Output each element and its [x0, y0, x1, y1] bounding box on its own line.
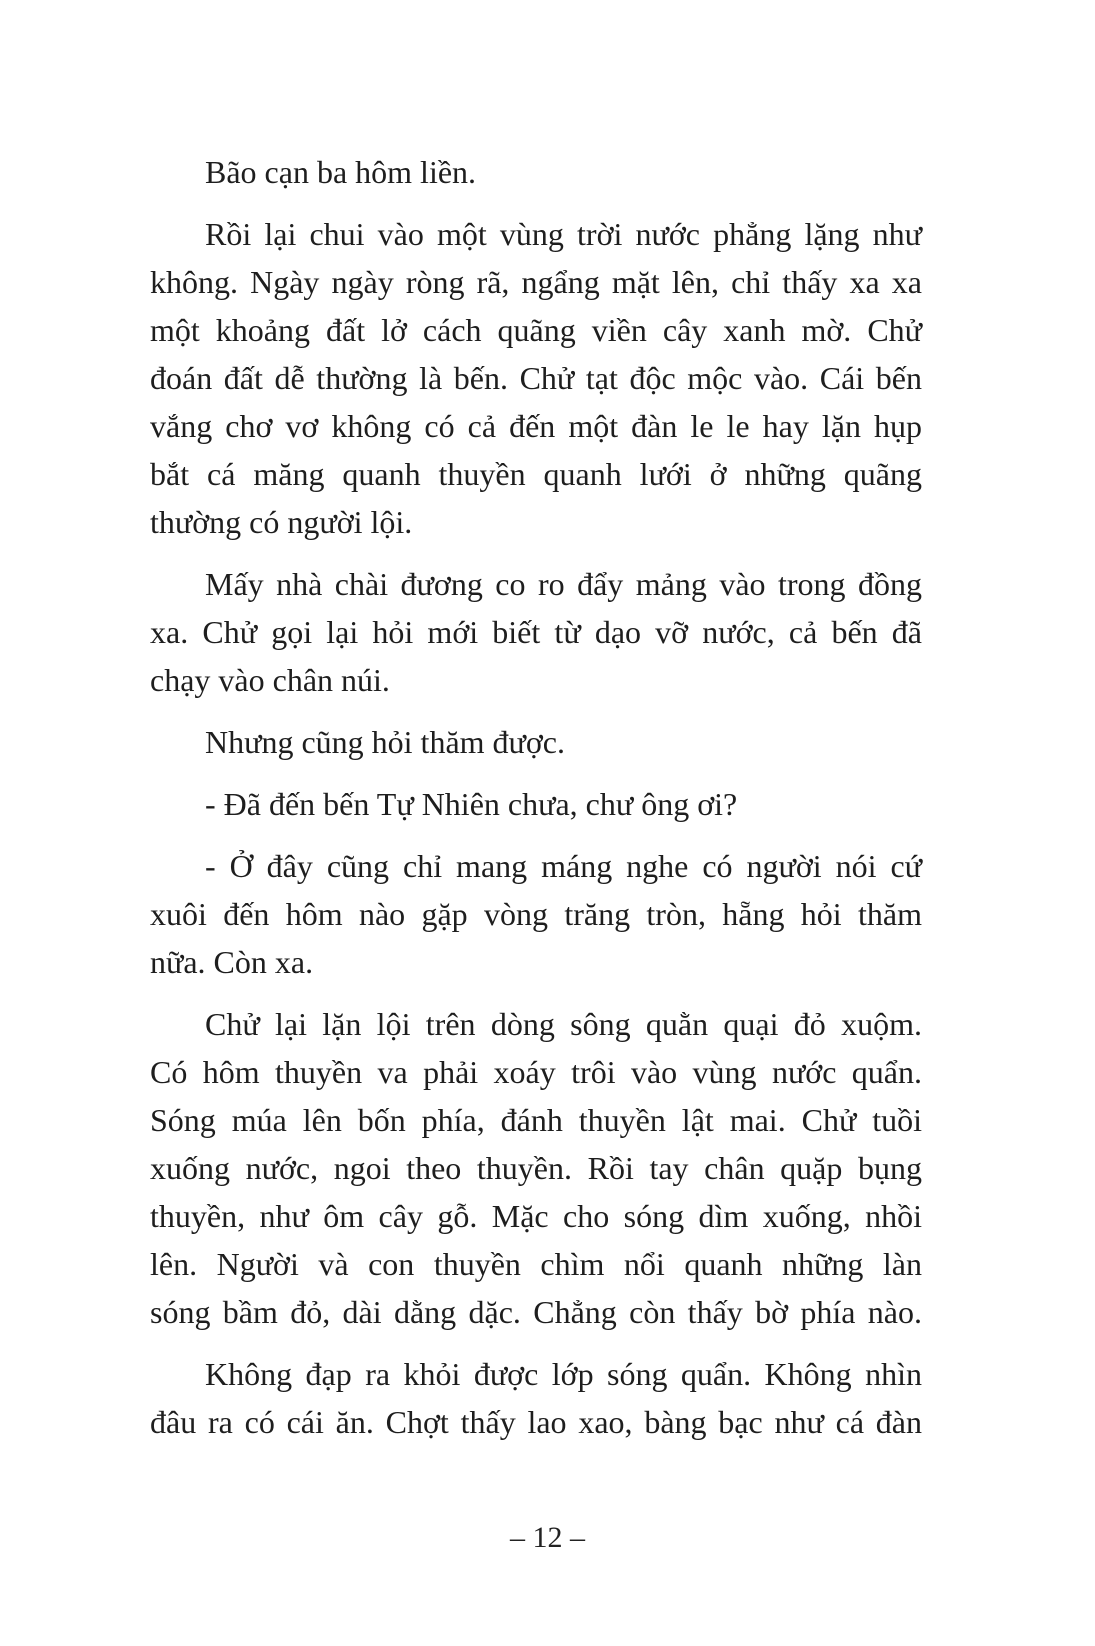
text-line: Chử lại lặn lội trên dòng sông quằn quại đỏ xuộm.	[205, 1006, 922, 1042]
paragraph	[150, 780, 922, 828]
text-line: xuôi đến hôm nào gặp vòng trăng tròn, hẵng hỏi thăm	[150, 896, 922, 932]
text-line: Bão cạn ba hôm liền.	[205, 154, 477, 190]
text-block	[150, 148, 922, 1446]
text-line: không. Ngày ngày ròng rã, ngẩng mặt lên, chỉ thấy xa xa	[150, 264, 922, 300]
paragraph	[150, 1350, 922, 1446]
paragraph	[150, 718, 922, 766]
text-line: chạy vào chân núi.	[150, 662, 390, 698]
text-line: thuyền, như ôm cây gỗ. Mặc cho sóng dìm xuống, nhồi	[150, 1198, 922, 1234]
text-line: Nhưng cũng hỏi thăm được.	[205, 724, 565, 760]
text-line: bắt cá măng quanh thuyền quanh lưới ở những quãng	[150, 456, 922, 492]
paragraph	[150, 560, 922, 704]
text-line: lên. Người và con thuyền chìm nổi quanh những làn	[150, 1246, 922, 1282]
text-line: Mấy nhà chài đương co ro đẩy mảng vào trong đồng	[205, 566, 922, 602]
text-line: Sóng múa lên bốn phía, đánh thuyền lật mai. Chử tuồi	[150, 1102, 922, 1138]
text-line: Rồi lại chui vào một vùng trời nước phẳng lặng như	[205, 216, 922, 252]
paragraph	[150, 842, 922, 986]
text-line: - Đã đến bến Tự Nhiên chưa, chư ông ơi?	[205, 786, 738, 822]
text-line: xa. Chử gọi lại hỏi mới biết từ dạo vỡ nước, cả bến đã	[150, 614, 922, 650]
text-line: thường có người lội.	[150, 504, 413, 540]
text-line: Không đạp ra khỏi được lớp sóng quẩn. Không nhìn	[205, 1356, 922, 1392]
paragraph	[150, 210, 922, 546]
text-line: sóng bầm đỏ, dài dằng dặc. Chẳng còn thấy bờ phía nào.	[150, 1294, 922, 1330]
paragraph	[150, 148, 922, 196]
text-line: vắng chơ vơ không có cả đến một đàn le le hay lặn hụp	[150, 408, 922, 444]
text-line: đoán đất dễ thường là bến. Chử tạt độc mộc vào. Cái bến	[150, 360, 922, 396]
text-line: - Ở đây cũng chỉ mang máng nghe có người nói cứ	[205, 848, 922, 884]
text-line: một khoảng đất lở cách quãng viền cây xanh mờ. Chử	[150, 312, 922, 348]
text-line: đâu ra có cái ăn. Chợt thấy lao xao, bàng bạc như cá đàn	[150, 1404, 922, 1440]
page-number: – 12 –	[510, 1521, 585, 1554]
paragraph	[150, 1000, 922, 1336]
text-line: nữa. Còn xa.	[150, 944, 314, 980]
text-line: Có hôm thuyền va phải xoáy trôi vào vùng nước quẩn.	[150, 1054, 922, 1090]
text-line: xuống nước, ngoi theo thuyền. Rồi tay chân quặp bụng	[150, 1150, 922, 1186]
